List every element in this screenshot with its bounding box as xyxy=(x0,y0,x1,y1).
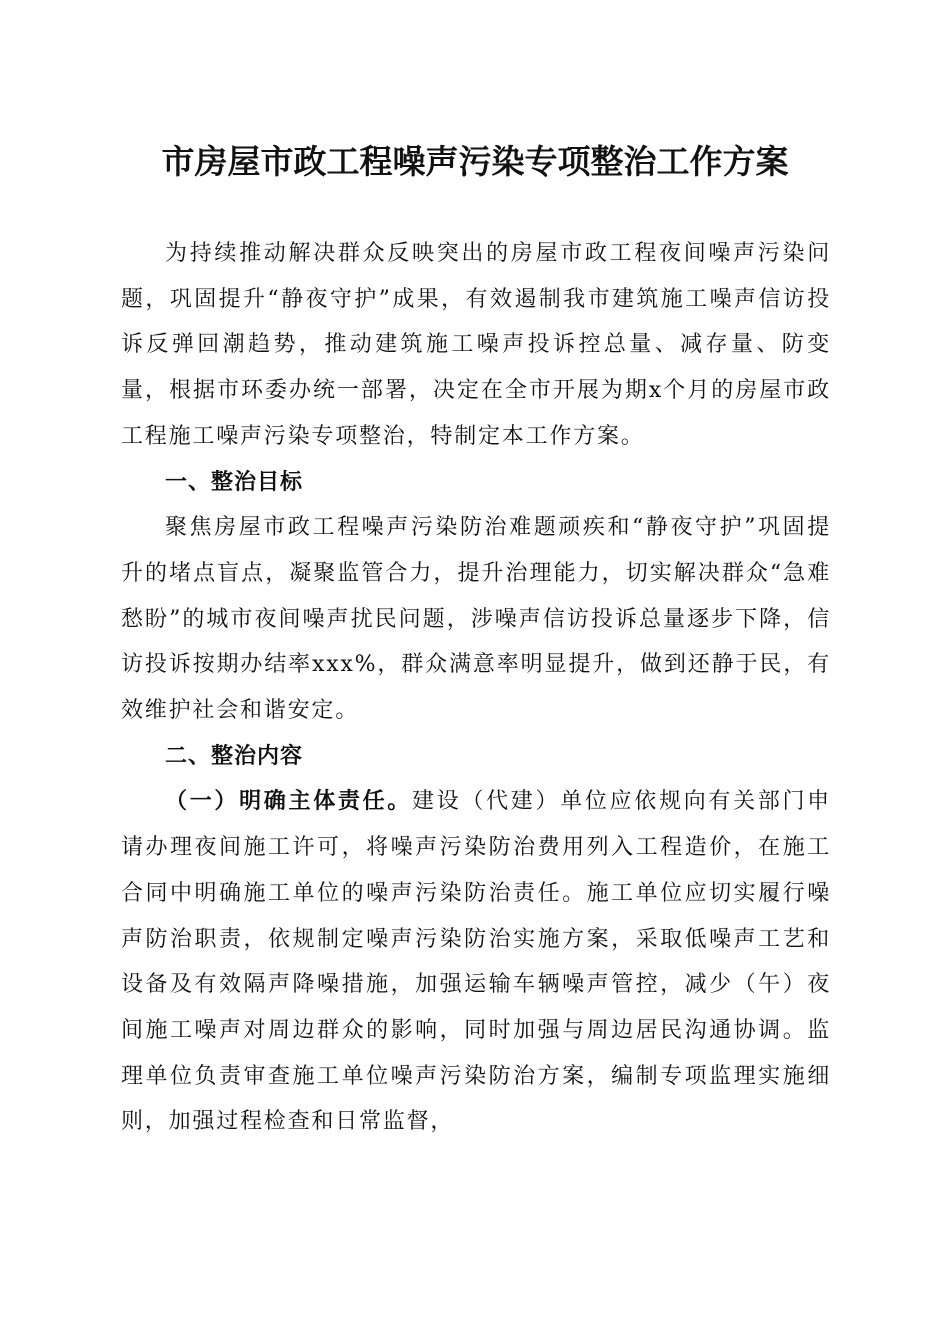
content-item-1-text: 建设（代建）单位应依规向有关部门申请办理夜间施工许可，将噪声污染防治费用列入工程造价，在施工合同中明确施工单位的噪声污染防治责任。施工单位应切实履行噪声防治职责，依规制定噪声污染防治实施方案，采取低噪声工艺和设备及有效隔声降噪措施，加强运输车辆噪声管控，减少（午）夜间施工噪声对周边群众的影响，同时加强与周边居民沟通协调。监理单位负责审查施工单位噪声污染防治方案，编制专项监理实施细则，加强过程检查和日常监督， xyxy=(121,789,831,1135)
intro-paragraph: 为持续推动解决群众反映突出的房屋市政工程夜间噪声污染问题，巩固提升“静夜守护”成果，有效遏制我市建筑施工噪声信访投诉反弹回潮趋势，推动建筑施工噪声投诉控总量、减存量、防变量，根据市环委办统一部署，决定在全市开展为期x个月的房屋市政工程施工噪声污染专项整治，特制定本工作方案。 xyxy=(121,241,831,449)
section-heading-content: 二、整治内容 xyxy=(165,743,304,769)
document-body xyxy=(121,231,831,1145)
content-item-1-paragraph xyxy=(121,779,831,1145)
section-heading-goals: 一、整治目标 xyxy=(165,469,304,495)
content-item-1-lead: （一）明确主体责任。 xyxy=(165,788,412,815)
document-title: 市房屋市政工程噪声污染专项整治工作方案 xyxy=(161,142,789,181)
goals-paragraph: 聚焦房屋市政工程噪声污染防治难题顽疾和“静夜守护”巩固提升的堵点盲点，凝聚监管合力，提升治理能力，切实解决群众“急难愁盼”的城市夜间噪声扰民问题，涉噪声信访投诉总量逐步下降，信访投诉按期办结率xxx%，群众满意率明显提升，做到还静于民，有效维护社会和谐安定。 xyxy=(121,515,831,724)
